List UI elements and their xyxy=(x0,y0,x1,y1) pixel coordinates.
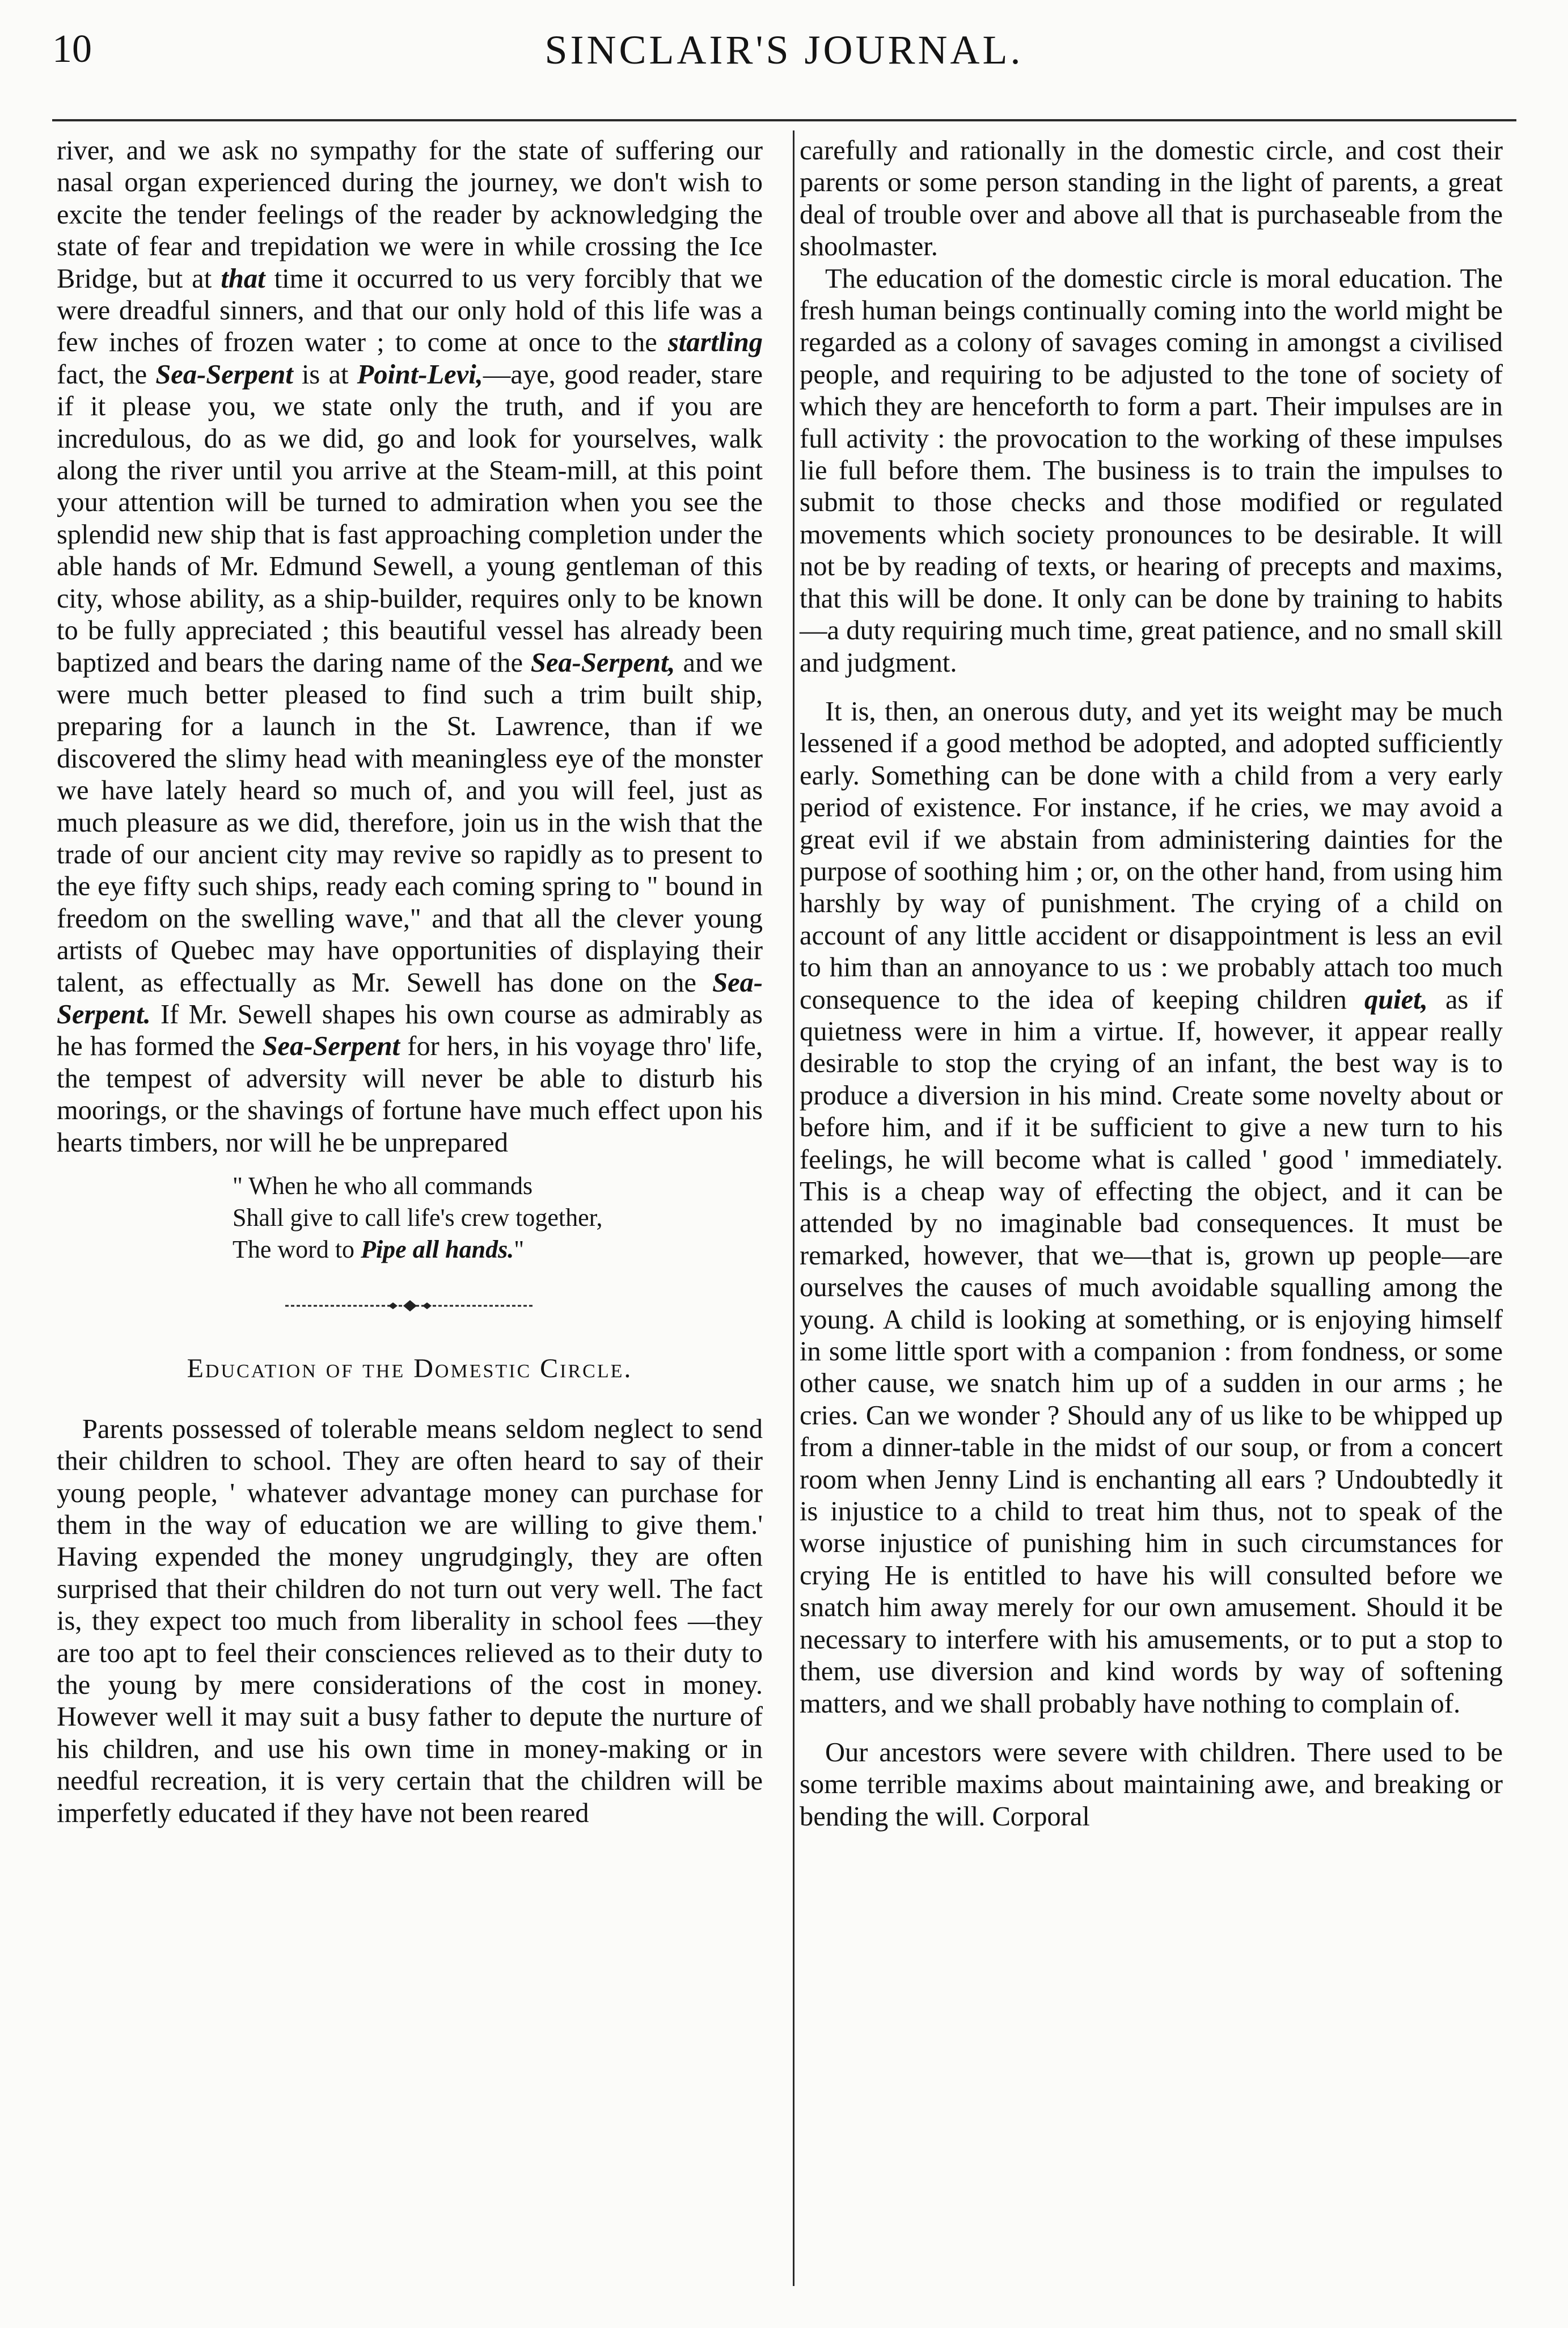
body-paragraph: Parents possessed of tolerable means seldom neglect to send their children to school. They are often heard to say of their young people, ' whatever advantage money can purchase for them in the way of education we are willing to give them.' Having expended the money ungrudgingly, they are often surprised that their children do not turn out very well. The fact is, they expect too much from liberality in school fees —they are too apt to feel their consciences relieved as to their duty to the young by mere considerations of the cost in money. However well it may suit a busy father to depute the nurture of his children, and use his own time in money-making or in needful recreation, it is very certain that the children will be imperfetly educated if they have not been reared xyxy=(57,1414,763,1828)
article-continuation-paragraph: river, and we ask no sympathy for the state of suffering our nasal organ experienced during the journey, we don't wish to excite the tender feelings of the reader by acknowledging the state of fear and trepidation we were in while crossing the Ice Bridge, but at that time it occurred to us very forcibly that we were dreadful sinners, and that our only hold of this life was a few inches of frozen water ; to come at once to the startling fact, the Sea-Serpent is at Point-Levi,—aye, good reader, stare if it please you, we state only the truth, and if you are incredulous, do as we did, go and look for yourselves, walk along the river until you arrive at the Steam-mill, at this point your attention will be turned to admiration when you see the splendid new ship that is fast approaching completion under the able hands of Mr. Edmund Sewell, a young gentleman of this city, whose ability, as a ship-builder, requires only to be known to be fully appreciated ; this beautiful vessel has already been baptized and bears the daring name of the Sea-Serpent, and we were much better pleased to find such a trim built ship, preparing for a launch in the St. Lawrence, than if we discovered the slimy head with meaningless eye of the monster we have lately heard so much of, and you will feel, just as much pleasure as we did, therefore, join us in the wish that the trade of our ancient city may revive so rapidly as to present to the eye fifty such ships, ready each coming spring to " bound in freedom on the swelling wave," and that all the clever young artists of Quebec may have opportunities of displaying their talent, as effectually as Mr. Sewell has done on the Sea-Serpent. If Mr. Sewell shapes his own course as admirably as he has formed the Sea-Serpent for hers, in his voyage thro' life, the tempest of adversity will never be able to disturb his moorings, or the shavings of fortune have much effect upon his hearts timbers, nor will he be unprepared xyxy=(57,136,763,1158)
body-paragraph: Our ancestors were severe with children. There used to be some terrible maxims about maintaining awe, and breaking or bending the will. Corporal xyxy=(800,1737,1503,1832)
verse-line: Shall give to call life's crew together, xyxy=(233,1204,603,1232)
column-divider xyxy=(793,130,794,2286)
ornament-icon xyxy=(285,1299,535,1313)
body-paragraph: carefully and rationally in the domestic circle, and cost their parents or some person standing in the light of parents, a great deal of trouble over and above all that is purchaseable from the shoolmaster. xyxy=(800,136,1503,262)
ornamental-divider xyxy=(57,1288,763,1320)
body-paragraph: It is, then, an onerous duty, and yet its weight may be much lessened if a good method be adopted, and adopted sufficiently early. Something can be done with a child from a very early period of existence. For instance, if he cries, we may avoid a great evil if we abstain from administering dainties for the purpose of soothing him ; or, on the other hand, from using him harshly by way of punishment. The crying of a child on account of any little accident or disappointment is less an evil to him than an annoyance to us : we probably attach too much consequence to the idea of keeping children quiet, as if quietness were in him a virtue. If, however, it appear really desirable to stop the crying of an infant, the best way is to produce a diversion in his mind. Create some novelty about or before him, and if it be sufficient to give a new turn to his feelings, he will become what is called ' good ' immediately. This is a cheap way of effecting the object, and it can be attended by no imaginable bad consequences. It must be remarked, however, that we—that is, grown up people—are ourselves the causes of much avoidable squalling among the young. A child is looking at something, or is enjoying himself in some little sport with a companion : from fondness, or some other cause, we snatch him up of a sudden in our arms ; he cries. Can we wonder ? Should any of us like to be whipped up from a dinner-table in the midst of our soup, or from a concert room when Jenny Lind is enchanting all ears ? Undoubtedly it is injustice to a child to treat him thus, not to speak of the worse injustice of punishing him in such circumstances for crying He is entitled to have his will consulted before we snatch him away merely for our own amusement. Should it be necessary to interfere with his amusements, or to put a stop to them, use diversion and kind words by way of softening matters, and we shall probably have nothing to complain of. xyxy=(800,696,1503,1719)
running-head: SINCLAIR'S JOURNAL. xyxy=(544,27,1024,73)
left-column xyxy=(57,135,763,1829)
right-column xyxy=(800,135,1503,1833)
verse-quote xyxy=(233,1170,763,1266)
body-paragraph: The education of the domestic circle is moral education. The fresh human beings continually coming into the world might be regarded as a colony of savages coming in amongst a civilised people, and requiring to be adjusted to the tone of society of which they are henceforth to form a part. Their impulses are in full activity : the provocation to the working of these impulses lie full before them. The business is to train the impulses to submit to those checks and those modified or regulated movements which society pronounces to be desirable. It will not be by reading of texts, or hearing of precepts and maxims, that this will be done. It only can be done by training to habits—a duty requiring much time, great patience, and no small skill and judgment. xyxy=(800,263,1503,678)
section-title: Education of the Domestic Circle. xyxy=(187,1353,633,1384)
page-number: 10 xyxy=(52,27,92,71)
verse-line: " When he who all commands xyxy=(233,1172,533,1200)
header-rule xyxy=(52,119,1516,121)
verse-line: The word to Pipe all hands." xyxy=(233,1235,525,1263)
